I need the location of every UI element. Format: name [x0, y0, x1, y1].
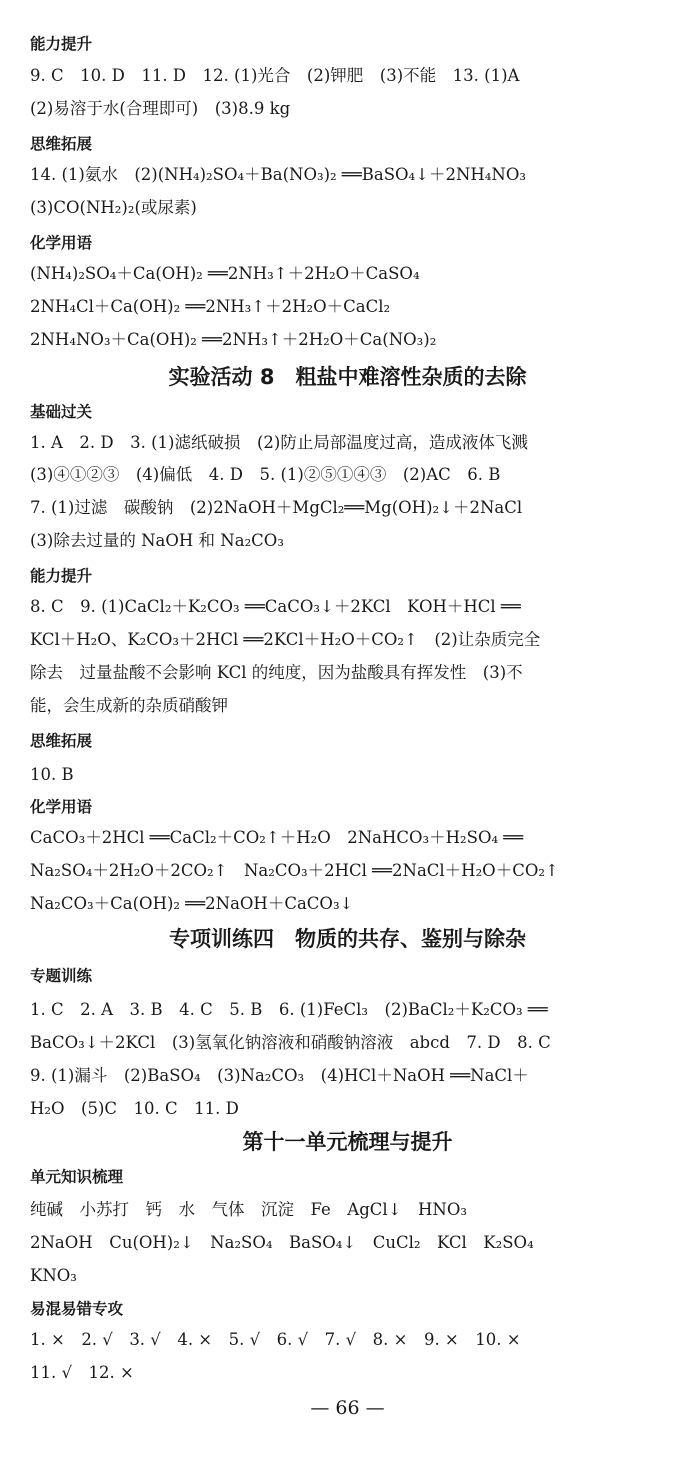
answer-line: (3)CO(NH₂)₂(或尿素) — [30, 198, 197, 217]
section-title: 专项训练四 物质的共存、鉴别与除杂 — [169, 927, 526, 951]
answer-line: (3)④①②③ (4)偏低 4. D 5. (1)②⑤①④③ (2)AC 6. B — [30, 465, 501, 484]
page-number: — 66 — — [310, 1397, 385, 1419]
answer-line: 14. (1)氨水 (2)(NH₄)₂SO₄＋Ba(NO₃)₂ ══BaSO₄↓＋2NH₄NO₃ — [30, 165, 526, 184]
answer-line: 9. (1)漏斗 (2)BaSO₄ (3)Na₂CO₃ (4)HCl＋NaOH ══NaCl＋ — [30, 1066, 529, 1085]
section-heading: 能力提升 — [30, 567, 93, 585]
answer-line: (2)易溶于水(合理即可) (3)8.9 kg — [30, 99, 291, 118]
answer-line: 能，会生成新的杂质硝酸钾 — [30, 696, 228, 715]
answer-line: (NH₄)₂SO₄＋Ca(OH)₂ ══2NH₃↑＋2H₂O＋CaSO₄ — [30, 264, 420, 283]
answer-line: 11. √ 12. × — [30, 1363, 134, 1382]
answer-line: 8. C 9. (1)CaCl₂＋K₂CO₃ ══CaCO₃↓＋2KCl KOH＋HCl ══ — [30, 597, 521, 616]
answer-line: KNO₃ — [30, 1266, 77, 1285]
answer-line: 2NaOH Cu(OH)₂↓ Na₂SO₄ BaSO₄↓ CuCl₂ KCl K₂SO₄ — [30, 1233, 534, 1252]
answer-line: KCl＋H₂O、K₂CO₃＋2HCl ══2KCl＋H₂O＋CO₂↑ (2)让杂质完全 — [30, 630, 541, 649]
answer-line: (3)除去过量的 NaOH 和 Na₂CO₃ — [30, 531, 284, 550]
answer-line: BaCO₃↓＋2KCl (3)氢氧化钠溶液和硝酸钠溶液 abcd 7. D 8. C — [30, 1033, 551, 1052]
answer-line: Na₂CO₃＋Ca(OH)₂ ══2NaOH＋CaCO₃↓ — [30, 894, 354, 913]
section-title: 第十一单元梳理与提升 — [242, 1130, 453, 1154]
section-heading: 化学用语 — [30, 234, 93, 252]
answer-line: 纯碱 小苏打 钙 水 气体 沉淀 Fe AgCl↓ HNO₃ — [30, 1200, 467, 1219]
section-heading: 专题训练 — [30, 967, 93, 985]
answer-line: CaCO₃＋2HCl ══CaCl₂＋CO₂↑＋H₂O 2NaHCO₃＋H₂SO₄ ══ — [30, 828, 524, 847]
section-heading: 单元知识梳理 — [30, 1168, 124, 1186]
section-heading: 能力提升 — [30, 35, 93, 53]
answer-line: 2NH₄NO₃＋Ca(OH)₂ ══2NH₃↑＋2H₂O＋Ca(NO₃)₂ — [30, 330, 437, 349]
answer-line: 1. × 2. √ 3. √ 4. × 5. √ 6. √ 7. √ 8. × 9. × 10. × — [30, 1330, 521, 1349]
answer-line: 1. A 2. D 3. (1)滤纸破损 (2)防止局部温度过高，造成液体飞溅 — [30, 433, 528, 452]
section-heading: 基础过关 — [30, 403, 93, 421]
section-heading: 化学用语 — [30, 798, 93, 816]
answer-line: 除去 过量盐酸不会影响 KCl 的纯度，因为盐酸具有挥发性 (3)不 — [30, 663, 523, 682]
section-title: 实验活动 8 粗盐中难溶性杂质的去除 — [168, 365, 527, 389]
section-heading: 思维拓展 — [30, 135, 93, 153]
answer-line: 10. B — [30, 765, 74, 784]
answer-line: 1. C 2. A 3. B 4. C 5. B 6. (1)FeCl₃ (2)BaCl₂＋K₂CO₃ ══ — [30, 1000, 548, 1019]
section-heading: 思维拓展 — [30, 732, 93, 750]
answer-line: 7. (1)过滤 碳酸钠 (2)2NaOH＋MgCl₂══Mg(OH)₂↓＋2NaCl — [30, 498, 523, 517]
section-heading: 易混易错专攻 — [30, 1300, 124, 1318]
answer-line: 2NH₄Cl＋Ca(OH)₂ ══2NH₃↑＋2H₂O＋CaCl₂ — [30, 297, 391, 316]
answer-line: Na₂SO₄＋2H₂O＋2CO₂↑ Na₂CO₃＋2HCl ══2NaCl＋H₂O＋CO₂↑ — [30, 861, 559, 880]
answer-line: 9. C 10. D 11. D 12. (1)光合 (2)钾肥 (3)不能 13. (1)A — [30, 66, 520, 85]
answer-line: H₂O (5)C 10. C 11. D — [30, 1099, 239, 1118]
